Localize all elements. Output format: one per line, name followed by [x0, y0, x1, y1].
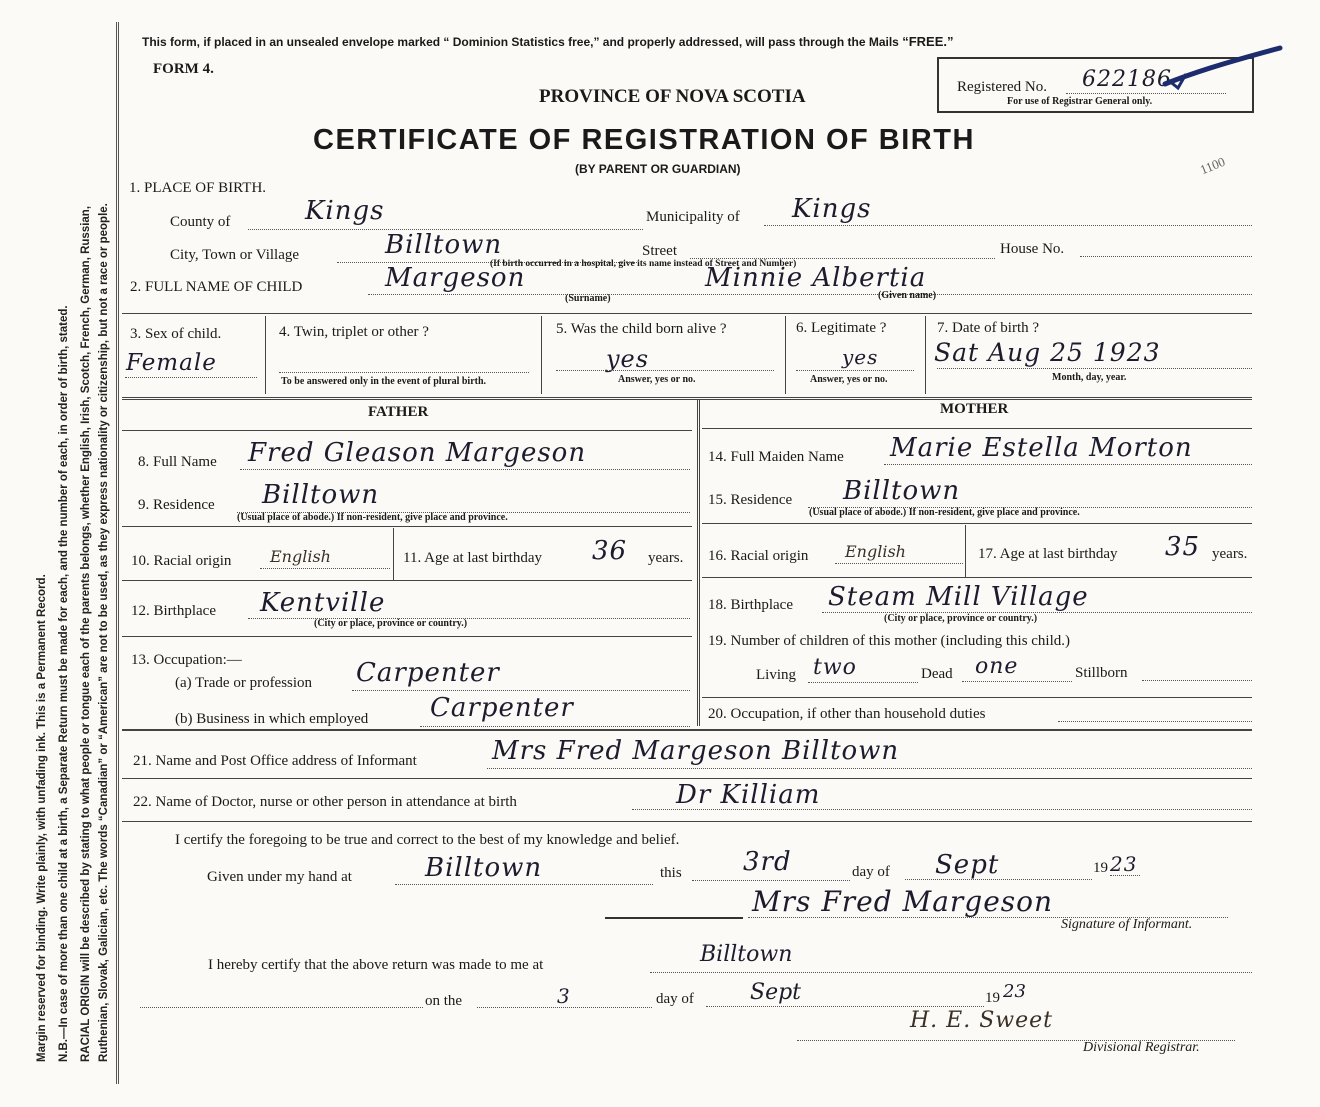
father-occupation-label: 13. Occupation:— — [131, 652, 242, 668]
municipality-label: Municipality of — [646, 209, 740, 225]
signature-caption: Signature of Informant. — [1061, 917, 1193, 932]
city-label: City, Town or Village — [170, 247, 300, 263]
parent-divider — [697, 400, 700, 726]
legitimate-line — [796, 370, 914, 371]
informant-line — [487, 768, 1252, 769]
father-years: years. — [648, 550, 684, 566]
return-day-line — [477, 1007, 652, 1008]
certify-statement: I certify the foregoing to be true and correct to the best of my knowledge and belief. — [175, 832, 680, 848]
living-value: two — [813, 655, 857, 680]
father-trade-label: (a) Trade or profession — [175, 675, 313, 691]
father-rule-4 — [122, 636, 692, 637]
return-day-of-label: day of — [656, 991, 694, 1007]
municipality-value: Kings — [792, 194, 872, 224]
father-birthplace-label: 12. Birthplace — [131, 603, 216, 619]
child-name-label: 2. FULL NAME OF CHILD — [130, 279, 303, 295]
father-rule-1 — [122, 430, 692, 431]
given-day: 3rd — [743, 847, 792, 877]
registrar-note: For use of Registrar General only. — [1007, 96, 1153, 107]
child-name-line — [368, 294, 1252, 295]
dead-line — [962, 681, 1072, 682]
alive-line — [556, 370, 774, 371]
given-under-label: Given under my hand at — [207, 869, 352, 885]
twin-note: To be answered only in the event of plural birth. — [281, 376, 487, 387]
col-rule-b — [541, 316, 542, 394]
dob-value: Sat Aug 25 1923 — [934, 338, 1161, 367]
mother-years: years. — [1212, 546, 1248, 562]
row-rule-2 — [122, 397, 1252, 400]
father-age-label: 11. Age at last birthday — [403, 550, 542, 566]
margin-note-racial-origin-cont: Ruthenian, Slovak, Galician, etc. The words “Canadian” or “American” are not to be used, as they express nationality or citizenship, but not a race or people. — [98, 203, 110, 1062]
dead-value: one — [975, 654, 1019, 679]
mother-race-label: 16. Racial origin — [708, 548, 809, 564]
check-mark-icon — [1160, 44, 1290, 94]
informant-value: Mrs Fred Margeson Billtown — [492, 736, 900, 766]
place-of-birth-label: 1. PLACE OF BIRTH. — [129, 180, 267, 196]
father-age: 36 — [592, 536, 628, 566]
mother-occupation-line — [1058, 721, 1252, 722]
row-rule-5 — [122, 821, 1252, 822]
sex-label: 3. Sex of child. — [130, 326, 222, 342]
given-day-line — [692, 880, 850, 881]
mail-notice-free: “FREE.” — [902, 34, 954, 49]
dead-label: Dead — [921, 666, 953, 682]
mother-residence: Billtown — [843, 476, 961, 506]
stillborn-label: Stillborn — [1075, 665, 1128, 681]
return-month: Sept — [750, 980, 802, 1005]
certificate-title: CERTIFICATE OF REGISTRATION OF BIRTH — [313, 124, 975, 156]
registered-label: Registered No. — [957, 79, 1047, 95]
mother-age-label: 17. Age at last birthday — [978, 546, 1118, 562]
stamp-number: 1100 — [1197, 153, 1228, 178]
father-name: Fred Gleason Margeson — [248, 438, 587, 468]
father-race: English — [270, 547, 331, 566]
mother-rule-2 — [702, 523, 1252, 524]
mother-race: English — [845, 542, 906, 561]
mother-race-divider — [965, 525, 966, 577]
given-year-line — [1110, 875, 1140, 876]
col-rule-c — [785, 316, 786, 394]
father-birthplace: Kentville — [260, 588, 386, 618]
year-prefix: 19 — [1093, 860, 1108, 876]
mother-birthplace-label: 18. Birthplace — [708, 597, 793, 613]
given-place-line — [395, 884, 653, 885]
house-line — [1080, 256, 1252, 257]
mail-notice — [142, 34, 953, 49]
day-of-label: day of — [852, 864, 890, 880]
father-trade: Carpenter — [356, 658, 500, 688]
father-business-line — [420, 726, 690, 727]
father-race-label: 10. Racial origin — [131, 553, 232, 569]
binding-margin-line — [116, 22, 119, 1084]
mother-heading: MOTHER — [940, 401, 1009, 417]
surname-caption: (Surname) — [565, 293, 611, 304]
father-heading: FATHER — [368, 404, 429, 420]
sex-value: Female — [126, 350, 217, 376]
this-label: this — [660, 865, 682, 881]
sex-line — [125, 377, 257, 378]
mother-rule-3 — [702, 577, 1252, 578]
father-trade-line — [352, 690, 690, 691]
mother-residence-label: 15. Residence — [708, 492, 793, 508]
twin-label: 4. Twin, triplet or other ? — [279, 324, 429, 340]
dob-note: Month, day, year. — [1052, 372, 1127, 383]
father-name-line — [240, 469, 690, 470]
alive-note: Answer, yes or no. — [618, 374, 696, 385]
county-value: Kings — [305, 196, 385, 226]
mother-name: Marie Estella Morton — [890, 433, 1193, 463]
father-residence-label: 9. Residence — [138, 497, 215, 513]
row-rule-3 — [122, 729, 1252, 731]
hospital-note: (If birth occurred in a hospital, give its name instead of Street and Number) — [490, 259, 797, 269]
given-name-caption: (Given name) — [878, 290, 937, 301]
given-month-line — [905, 879, 1092, 880]
mother-occupation-label: 20. Occupation, if other than household duties — [708, 706, 986, 722]
municipality-line — [764, 225, 1252, 226]
dob-line — [937, 368, 1252, 369]
dob-label: 7. Date of birth ? — [937, 320, 1040, 336]
col-rule-d — [925, 316, 926, 394]
on-the-label: on the — [425, 993, 463, 1009]
alive-value: yes — [606, 345, 650, 373]
city-value: Billtown — [385, 230, 503, 260]
col-rule-a — [265, 316, 266, 394]
margin-note-plural-births: N.B.—In case of more than one child at a birth, a Separate Return must be made for each, and the number of each, in order of birth, stated. — [58, 305, 70, 1062]
margin-note-racial-origin: RACIAL ORIGIN will be described by stating to what people or tongue each of the parents belongs, whether English, Irish, Scotch, French, German, Russian, — [80, 205, 92, 1062]
county-label: County of — [170, 214, 231, 230]
street-label: Street — [642, 243, 677, 259]
living-line — [808, 682, 918, 683]
mother-age: 35 — [1165, 532, 1201, 562]
return-year-prefix: 19 — [985, 990, 1000, 1006]
return-place: Billtown — [700, 942, 793, 967]
mother-children-label: 19. Number of children of this mother (including this child.) — [708, 633, 1071, 649]
return-month-line — [706, 1006, 984, 1007]
father-business: Carpenter — [430, 693, 574, 723]
registered-number: 622186 — [1082, 67, 1172, 92]
given-month: Sept — [935, 850, 1000, 880]
mother-residence-note: (Usual place of abode.) If non-resident, give place and province. — [809, 507, 1080, 518]
father-residence-note: (Usual place of abode.) If non-resident, give place and province. — [237, 512, 508, 523]
return-blank-line — [140, 1007, 423, 1008]
house-label: House No. — [1000, 241, 1065, 257]
margin-note-binding: Margin reserved for binding. Write plainly, with unfading ink. This is a Permanent Record. — [36, 574, 48, 1062]
mother-rule-1 — [702, 428, 1252, 429]
father-race-line — [260, 568, 390, 569]
legitimate-label: 6. Legitimate ? — [796, 320, 887, 336]
return-day: 3 — [557, 984, 570, 1008]
alive-label: 5. Was the child born alive ? — [556, 321, 727, 337]
return-label: I hereby certify that the above return was made to me at — [208, 957, 544, 973]
mother-birthplace-note: (City or place, province or country.) — [884, 613, 1038, 624]
registrar-caption: Divisional Registrar. — [1083, 1040, 1200, 1055]
child-given-name: Minnie Albertia — [705, 263, 927, 293]
mother-name-line — [884, 464, 1252, 465]
certificate-subtitle: (BY PARENT OR GUARDIAN) — [575, 162, 741, 176]
mother-name-label: 14. Full Maiden Name — [708, 449, 844, 465]
living-label: Living — [756, 667, 796, 683]
mother-race-line — [835, 563, 963, 564]
return-place-line — [650, 972, 1252, 973]
registrar-signature: H. E. Sweet — [910, 1008, 1053, 1033]
father-rule-2 — [122, 526, 692, 527]
stillborn-line — [1142, 680, 1252, 681]
father-residence: Billtown — [262, 480, 380, 510]
mother-birthplace: Steam Mill Village — [828, 582, 1089, 612]
father-rule-3 — [122, 580, 692, 581]
form-number: FORM 4. — [153, 61, 214, 77]
mail-notice-text: This form, if placed in an unsealed envelope marked “ Dominion Statistics free,” and properly addressed, will pass through the Mails — [142, 35, 899, 49]
father-birthplace-note: (City or place, province or country.) — [314, 618, 468, 629]
informant-label: 21. Name and Post Office address of Informant — [133, 753, 417, 769]
doctor-line — [632, 809, 1252, 810]
father-business-label: (b) Business in which employed — [175, 711, 369, 727]
province-heading: PROVINCE OF NOVA SCOTIA — [539, 86, 806, 107]
twin-line — [279, 372, 529, 373]
return-year: 23 — [1003, 981, 1026, 1002]
legitimate-note: Answer, yes or no. — [810, 374, 888, 385]
given-place: Billtown — [425, 853, 543, 883]
legitimate-value: yes — [842, 345, 879, 369]
child-surname: Margeson — [385, 263, 526, 293]
mother-rule-4 — [702, 697, 1252, 698]
row-rule-1 — [122, 313, 1252, 314]
doctor-label: 22. Name of Doctor, nurse or other person in attendance at birth — [133, 794, 517, 810]
row-rule-4 — [122, 778, 1252, 779]
given-year: 23 — [1110, 852, 1138, 876]
father-race-divider — [393, 528, 394, 580]
doctor-value: Dr Killiam — [676, 780, 821, 810]
signature-rule — [605, 917, 743, 919]
informant-signature: Mrs Fred Margeson — [752, 885, 1054, 918]
father-name-label: 8. Full Name — [138, 454, 217, 470]
